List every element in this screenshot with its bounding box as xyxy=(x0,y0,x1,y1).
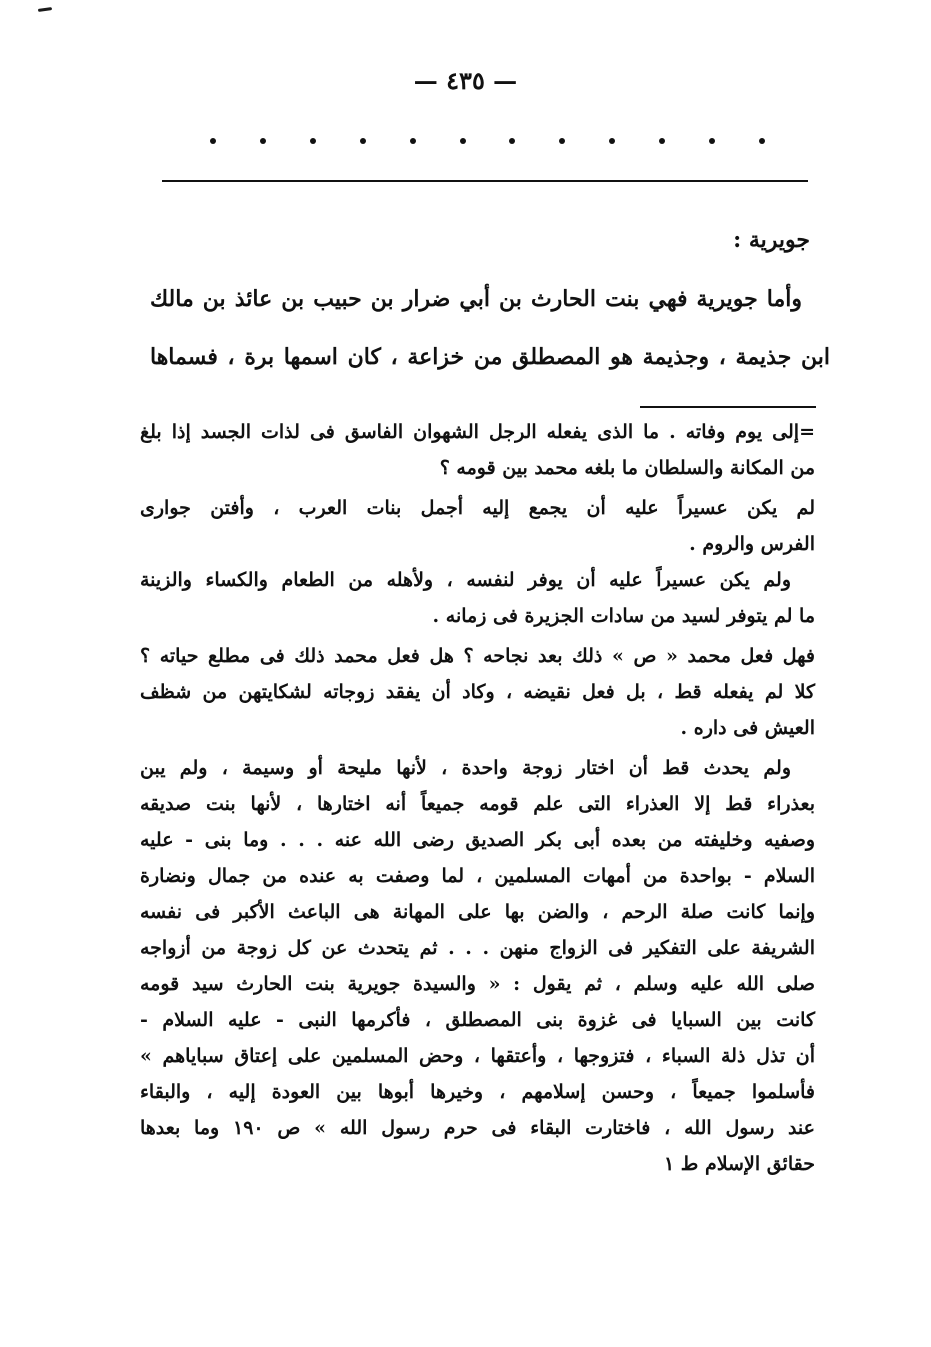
footnote-line: صلى الله عليه وسلم ، ثم يقول : « والسيدة جويرية بنت الحارث سيد قومه xyxy=(140,973,815,995)
footnote-rule xyxy=(640,406,816,408)
dot xyxy=(759,138,765,144)
footnote-line: ولم يحدث قط أن اختار زوجة واحدة ، لأنها مليحة أو وسيمة ، ولم يبن xyxy=(140,757,791,779)
dot xyxy=(210,138,216,144)
dot xyxy=(709,138,715,144)
dot xyxy=(460,138,466,144)
footnote-line: حقائق الإسلام ط ١ xyxy=(663,1153,815,1175)
main-line: ابن جذيمة ، وجذيمة هو المصطلق من خزاعة ، كان اسمها برة ، فسماها xyxy=(150,344,830,370)
section-heading: جويرية : xyxy=(733,227,810,253)
footnote-line: عند رسول الله ، فاختارت البقاء فى حرم رسول الله » ص ١٩٠ وما بعدها xyxy=(140,1117,815,1139)
footnote-line: =إلى يوم وفاته . ما الذى يفعله الرجل الشهوان الفاسق فى لذات الجسد إذا بلغ xyxy=(140,421,815,443)
footnote-line: الفرس والروم . xyxy=(689,533,815,555)
footnote-line: العيش فى داره . xyxy=(680,717,815,739)
ellipsis-dots xyxy=(210,138,765,144)
dot xyxy=(509,138,515,144)
footnote-line: ما لم يتوفر لسيد من سادات الجزيرة فى زمانه . xyxy=(432,605,815,627)
footnote-line: لم يكن عسيراً عليه أن يجمع إليه أجمل بنات العرب ، وأفتن جوارى xyxy=(140,497,815,519)
dot xyxy=(360,138,366,144)
scan-mark xyxy=(38,7,52,12)
page-number: — ٤٣٥ — xyxy=(413,66,518,95)
footnote-line: وإنما كانت صلة الرحم ، والضن بها على المهانة هى الباعث الأكبر فى نفسه xyxy=(140,901,815,923)
footnote-line: كلا لم يفعله قط ، بل فعل نقيضه ، وكاد أن يفقد زوجاته لشكايتهن من شظف xyxy=(140,681,815,703)
footnote-line: السلام - بواحدة من أمهات المسلمين ، لما وصفت به عنده من جمال ونضارة xyxy=(140,865,815,887)
dot xyxy=(260,138,266,144)
footnote-line: ولم يكن عسيراً عليه أن يوفر لنفسه ، ولأهله من الطعام والكساء والزينة xyxy=(140,569,791,591)
dot xyxy=(659,138,665,144)
dot xyxy=(310,138,316,144)
footnote-line: كانت بين السبايا فى غزوة بنى المصطلق ، فأكرمها النبى - عليه السلام - xyxy=(140,1009,815,1031)
dot xyxy=(559,138,565,144)
footnote-line: أن تذل ذلة السباء ، فتزوجها ، وأعتقها ، وحض المسلمين على إعتاق سباياهم » xyxy=(140,1045,815,1067)
header-rule xyxy=(162,180,808,182)
main-line: وأما جويرية فهي بنت الحارث بن أبي ضرار بن حبيب بن عائذ بن مالك xyxy=(150,286,802,312)
footnote-line: من المكانة والسلطان ما بلغه محمد بين قومه ؟ xyxy=(439,457,815,479)
footnote-line: فأسلموا جميعاً ، وحسن إسلامهم ، وخيرها أبوها بين العودة إليه ، والبقاء xyxy=(140,1081,815,1103)
footnote-line: الشريفة على التفكير فى الزواج منهن . . . ثم يتحدث عن كل زوجة من أزواجه xyxy=(140,937,815,959)
dot xyxy=(609,138,615,144)
footnote-line: بعذراء قط إلا العذراء التى علم قومه جميعاً أنه اختارها ، لأنها بنت صديقه xyxy=(140,793,815,815)
footnote-line: فهل فعل محمد « ص » ذلك بعد نجاحه ؟ هل فعل محمد ذلك فى مطلع حياته ؟ xyxy=(140,645,815,667)
footnote-line: وصفيه وخليفته من بعده أبى بكر الصديق رضى الله عنه . . . وما بنى - عليه xyxy=(140,829,815,851)
footnote xyxy=(140,414,815,1182)
main-text xyxy=(150,222,830,386)
dot xyxy=(410,138,416,144)
